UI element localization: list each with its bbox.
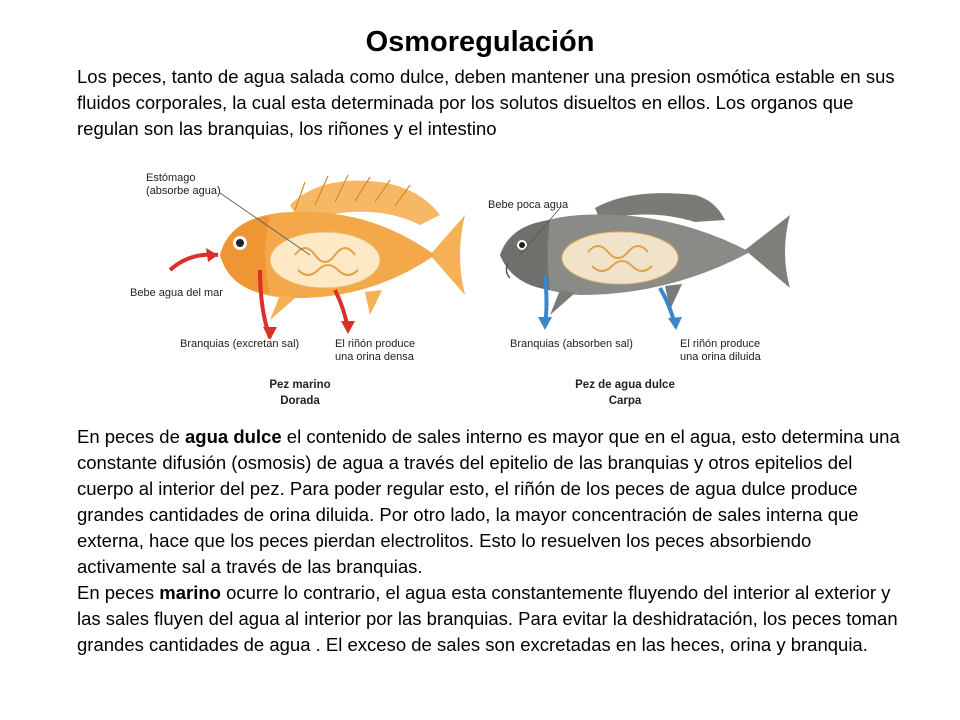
marine-caption-name: Dorada [280, 395, 320, 407]
freshwater-paragraph [77, 424, 907, 580]
freshwater-keyword: agua dulce [185, 426, 282, 447]
marine-fish [170, 175, 465, 340]
freshwater-kidney-label: El riñón produce una orina diluida [680, 338, 761, 363]
freshwater-gills-label: Branquias (absorben sal) [510, 338, 633, 350]
marine-caption-type: Pez marino [269, 379, 331, 391]
page-title: Osmoregulación [365, 26, 595, 58]
body-text [77, 424, 907, 658]
marine-drink-label: Bebe agua del mar [130, 287, 223, 299]
marine-caption [235, 377, 365, 409]
intro-paragraph: Los peces, tanto de agua salada como dulce, deben mantener una presion osmótica estable en sus fluidos corporales, la cual esta determinada por los solutos disueltos en ellos. Los organos que regulan son las branquias, los riñones y el intestino [77, 66, 895, 139]
marine-gills-label: Branquias (excretan sal) [180, 338, 300, 350]
freshwater-caption-type: Pez de agua dulce [575, 379, 675, 391]
marine-keyword: marino [159, 582, 221, 603]
freshwater-caption-name: Carpa [608, 395, 642, 407]
freshwater-paragraph-text-start: En peces de [77, 426, 185, 447]
marine-paragraph [77, 580, 907, 658]
marine-stomach-label: Estómago (absorbe agua) [146, 172, 221, 197]
freshwater-paragraph-text-rest: el contenido de sales interno es mayor que en el agua, esto determina una constante difusión (osmosis) de agua a través del epitelio de las branquias y otros epitelios del cuerpo al interior del pez. Para poder regular esto, el riñón de los peces de agua dulce produce grandes cantidades de orina diluida. Por otro lado, la mayor concentración de sales interna que externa, hace que los peces pierdan electrolitos. Esto lo resuelven los peces absorbiendo activamente sal a través de las branquias. [77, 426, 900, 577]
freshwater-drink-label: Bebe poca agua [488, 199, 569, 211]
freshwater-fish [500, 193, 790, 330]
marine-paragraph-text-start: En peces [77, 582, 160, 603]
freshwater-caption [545, 377, 705, 409]
marine-kidney-label: El riñón produce una orina densa [335, 338, 416, 363]
marine-paragraph-text-rest: ocurre lo contrario, el agua esta constantemente fluyendo del interior al exterior y las sales fluyen del agua al interior por las branquias. Para evitar la deshidratación, los peces toman grandes cantidades de agua . El exceso de sales son excretadas en las heces, orina y branquia. [77, 582, 898, 655]
osmoregulation-figure [120, 160, 800, 415]
